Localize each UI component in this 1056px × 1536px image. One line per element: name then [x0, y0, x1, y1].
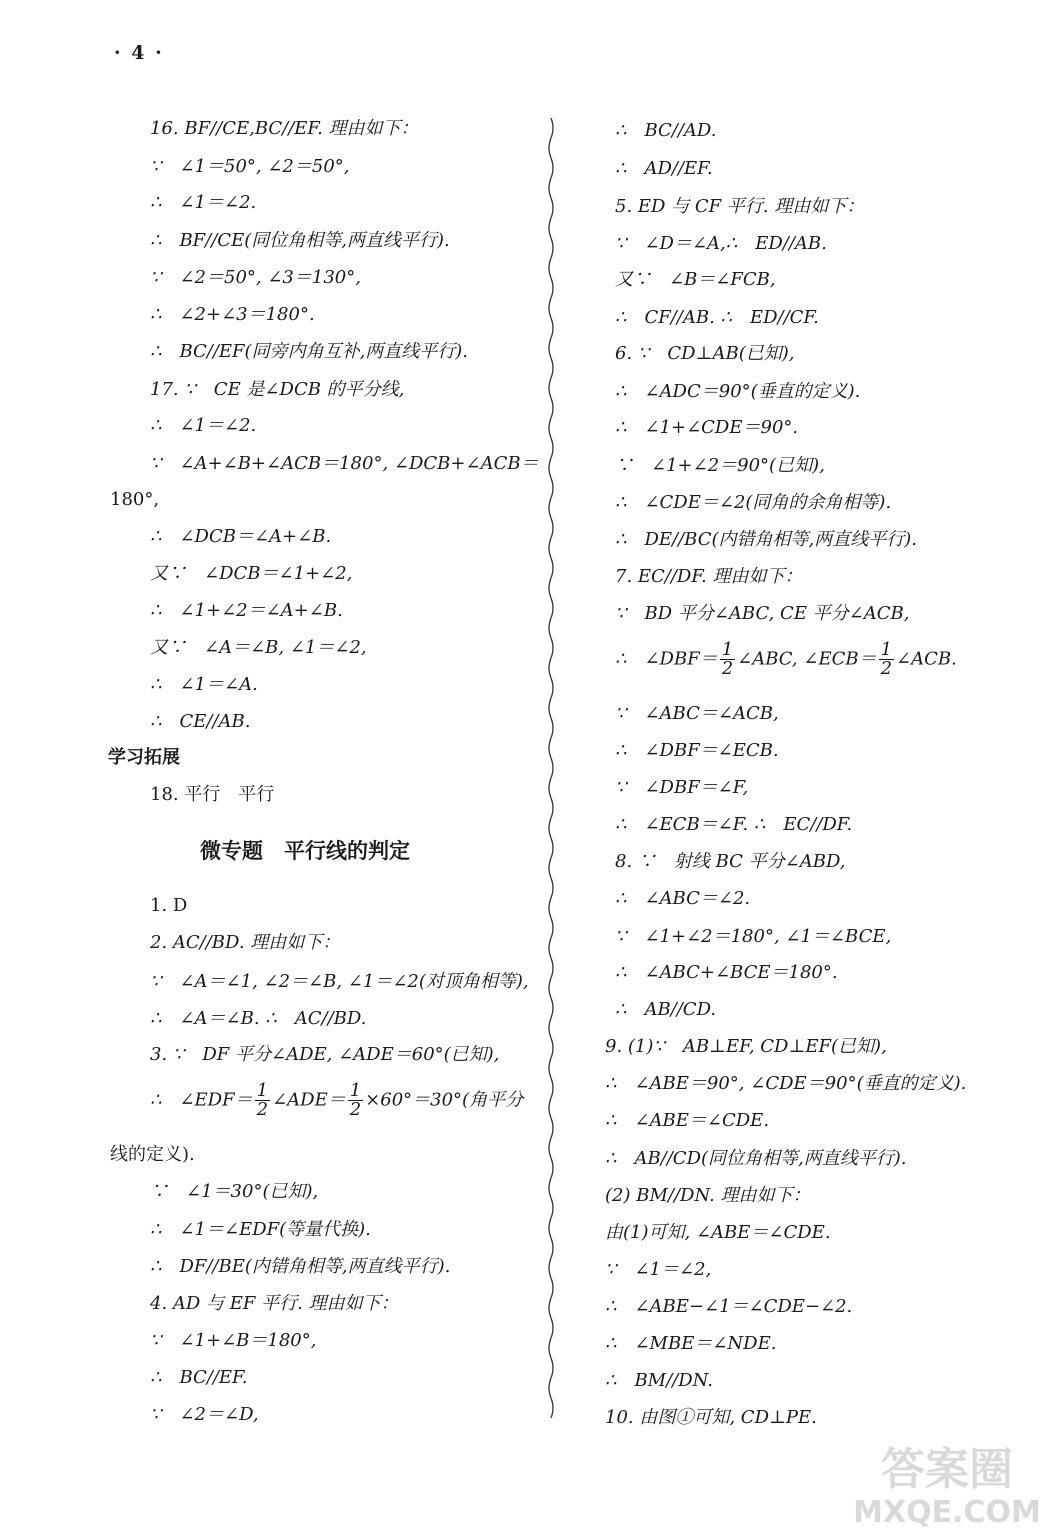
numerator: 1 [721, 639, 734, 660]
denominator: 2 [349, 1099, 362, 1120]
text-line: ∴ ∠1＝∠2. [150, 415, 257, 436]
text-line: ∴ ∠MBE＝∠NDE. [605, 1333, 777, 1354]
text-line: 5. ED 与 CF 平行. 理由如下： [615, 196, 865, 217]
watermark-url: MXQE.COM [853, 1495, 1041, 1530]
text-line: ∴ ∠ADC＝90°(垂直的定义). [615, 381, 861, 402]
text-line: ∴ ∠1＝∠2. [150, 192, 257, 213]
text-line: 6. ∵ CD⊥AB(已知), [615, 343, 795, 364]
text-line: 17. ∵ CE 是∠DCB 的平分线, [150, 379, 405, 400]
text-line: ∵ ∠1+∠2＝180°, ∠1＝∠BCE, [615, 926, 892, 947]
text-line: ∴ ∠1+∠2＝∠A+∠B. [150, 600, 343, 621]
numerator: 1 [880, 639, 893, 660]
text-line: ∴ ∠2+∠3＝180°. [150, 304, 315, 325]
text-line: ∵ ∠1＝30°(已知), [150, 1181, 319, 1202]
text-line: ∵ ∠A+∠B+∠ACB＝180°, ∠DCB+∠ACB＝ [150, 453, 539, 474]
fraction-equation [615, 641, 957, 678]
text-line: ∴ BC//EF. [150, 1367, 248, 1388]
text-line: ∴ AB//CD. [615, 999, 717, 1020]
text-line: 线的定义). [110, 1144, 195, 1165]
equation-prefix: ∴ ∠EDF＝ [150, 1089, 253, 1111]
text-line: ∴ ∠CDE＝∠2(同角的余角相等). [615, 492, 892, 513]
equation-tail: ×60°＝30°(角平分 [365, 1089, 524, 1111]
text-line: 9. (1)∵ AB⊥EF, CD⊥EF(已知), [605, 1036, 887, 1057]
text-line: ∴ ∠ABE＝90°, ∠CDE＝90°(垂直的定义). [605, 1073, 967, 1094]
text-line: (2) BM//DN. 理由如下： [605, 1185, 811, 1206]
text-line: 由(1)可知, ∠ABE＝∠CDE. [605, 1222, 831, 1243]
text-line: ∵ BD 平分∠ABC, CE 平分∠ACB, [615, 603, 910, 624]
numerator: 1 [349, 1080, 362, 1101]
text-line: 10. 由图①可知, CD⊥PE. [605, 1407, 817, 1428]
watermark-title: 答案圈 [881, 1444, 1013, 1495]
text-line: ∵ ∠1＝∠2, [605, 1259, 712, 1280]
text-line: ∵ ∠1+∠2＝90°(已知), [615, 455, 825, 476]
text-line: ∴ CF//AB. ∴ ED//CF. [615, 307, 819, 328]
text-line: ∵ ∠1＝50°, ∠2＝50°, [150, 156, 350, 177]
page-number: · 4 · [114, 42, 164, 64]
text-line: ∵ ∠2＝∠D, [150, 1404, 259, 1425]
text-line: ∴ ∠A＝∠B. ∴ AC//BD. [150, 1008, 367, 1029]
text-line: ∴ ∠ABE＝∠CDE. [605, 1110, 770, 1131]
denominator: 2 [256, 1099, 269, 1120]
text-line: ∴ ∠ABC+∠BCE＝180°. [615, 962, 838, 983]
text-line: 又∵ ∠B＝∠FCB, [615, 269, 776, 290]
text-line: ∵ ∠1+∠B＝180°, [150, 1330, 317, 1351]
equation-tail: ∠ACB. [896, 648, 957, 670]
text-line: ∴ BC//AD. [615, 120, 717, 141]
text-line: 3. ∵ DF 平分∠ADE, ∠ADE＝60°(已知), [150, 1044, 500, 1065]
numerator: 1 [256, 1080, 269, 1101]
text-line: 2. AC//BD. 理由如下： [150, 932, 341, 953]
section-heading: 学习拓展 [108, 747, 180, 768]
text-line: ∴ ∠ABE−∠1＝∠CDE−∠2. [605, 1296, 853, 1317]
text-line: ∴ ∠ECB＝∠F. ∴ EC//DF. [615, 814, 853, 835]
text-line: ∴ DE//BC(内错角相等,两直线平行). [615, 529, 917, 550]
denominator: 2 [880, 658, 893, 679]
text-line: ∴ BM//DN. [605, 1370, 713, 1391]
text-line: 4. AD 与 EF 平行. 理由如下： [150, 1293, 399, 1314]
text-line: ∴ ∠1＝∠A. [150, 674, 258, 695]
text-line: ∴ ∠1+∠CDE＝90°. [615, 417, 799, 438]
text-line: ∴ ∠ABC＝∠2. [615, 888, 751, 909]
text-line: ∵ ∠ABC＝∠ACB, [615, 703, 779, 724]
site-watermark-logo [852, 1434, 1042, 1530]
text-line: ∵ ∠A＝∠1, ∠2＝∠B, ∠1＝∠2(对顶角相等), [150, 971, 529, 992]
fraction [720, 641, 735, 678]
text-line: ∴ CE//AB. [150, 711, 251, 732]
equation-prefix: ∴ ∠DBF＝ [615, 648, 718, 670]
fraction [879, 641, 894, 678]
denominator: 2 [721, 658, 734, 679]
text-line: ∴ AD//EF. [615, 158, 713, 179]
text-line: 又∵ ∠DCB＝∠1+∠2, [150, 563, 353, 584]
equation-middle: ∠ADE＝ [272, 1089, 346, 1111]
text-line: ∴ BF//CE(同位角相等,两直线平行). [150, 230, 450, 251]
text-line: 8. ∵ 射线 BC 平分∠ABD, [615, 851, 846, 872]
micro-topic-title: 微专题 平行线的判定 [200, 839, 410, 863]
text-line: ∵ ∠DBF＝∠F, [615, 777, 749, 798]
column-divider [545, 118, 557, 1428]
fraction [255, 1082, 270, 1119]
text-line: ∴ DF//BE(内错角相等,两直线平行). [150, 1256, 451, 1277]
fraction-equation [150, 1082, 523, 1119]
text-line: ∴ AB//CD(同位角相等,两直线平行). [605, 1148, 907, 1169]
text-line: ∵ ∠2＝50°, ∠3＝130°, [150, 267, 361, 288]
text-line: ∴ ∠DCB＝∠A+∠B. [150, 526, 332, 547]
text-line: ∴ ∠1＝∠EDF(等量代换). [150, 1219, 371, 1240]
text-line: 又∵ ∠A＝∠B, ∠1＝∠2, [150, 637, 367, 658]
text-line: 7. EC//DF. 理由如下： [615, 566, 803, 587]
text-line: ∵ ∠D＝∠A,∴ ED//AB. [615, 233, 827, 254]
equation-middle: ∠ABC, ∠ECB＝ [737, 648, 877, 670]
text-line: 18. 平行 平行 [150, 784, 275, 805]
text-line: 180°, [110, 489, 160, 510]
text-line: ∴ BC//EF(同旁内角互补,两直线平行). [150, 341, 469, 362]
text-line: 1. D [150, 895, 188, 916]
text-line: 16. BF//CE,BC//EF. 理由如下： [150, 118, 419, 139]
fraction [348, 1082, 363, 1119]
text-line: ∴ ∠DBF＝∠ECB. [615, 740, 779, 761]
